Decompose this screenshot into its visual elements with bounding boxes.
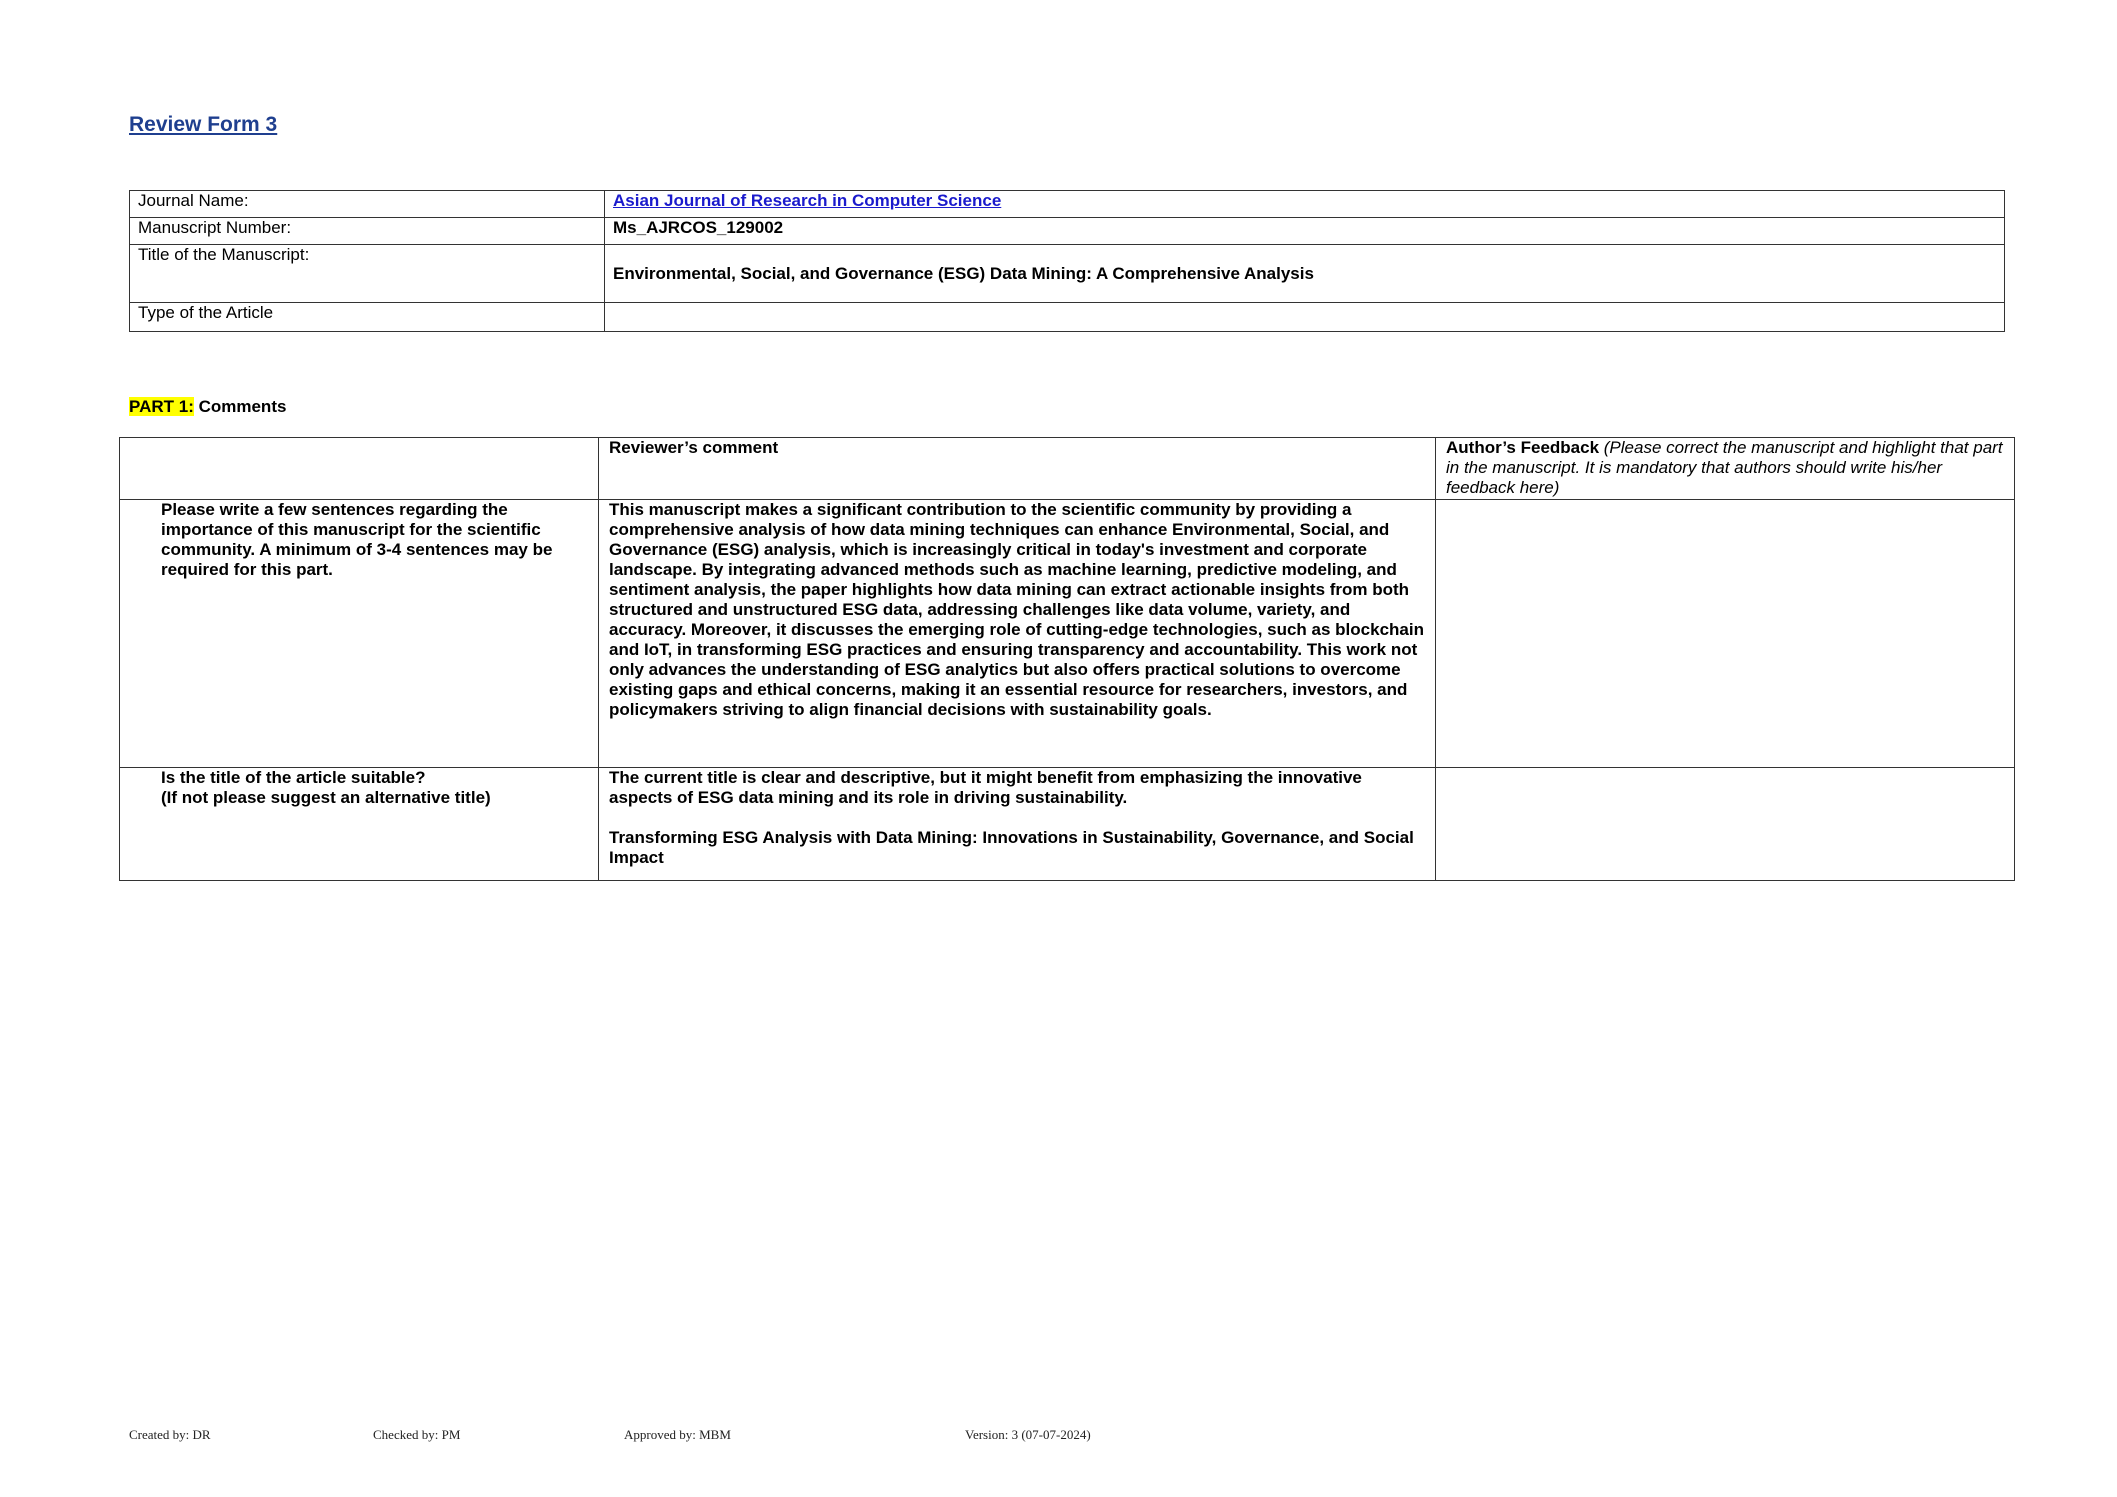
article-type-label: Type of the Article <box>130 303 605 332</box>
article-type-value[interactable] <box>605 303 2005 332</box>
header-reviewer-comment: Reviewer’s comment <box>599 438 1436 500</box>
manuscript-title-row <box>130 245 2005 303</box>
question-title: Is the title of the article suitable? <box>161 768 426 787</box>
footer-approved-by: Approved by: MBM <box>624 1427 731 1442</box>
author-feedback-title[interactable] <box>1436 768 2015 881</box>
manuscript-title-value: Environmental, Social, and Governance (ESG) Data Mining: A Comprehensive Analysis <box>605 245 2005 303</box>
question-importance: Please write a few sentences regarding the importance of this manuscript for the scientific community. A minimum of 3-4 sentences may be required for this part. <box>120 500 599 768</box>
question-title-cell <box>120 768 599 881</box>
header-author-feedback-note: (Please correct the manuscript and highlight that part in the manuscript. It is mandatory that authors should write his/her feedback here) <box>1446 438 2003 497</box>
comment-row-importance <box>120 500 2015 768</box>
part1-heading <box>129 397 286 417</box>
journal-value-cell <box>605 191 2005 218</box>
header-empty-cell <box>120 438 599 500</box>
footer-checked-by: Checked by: PM <box>373 1427 461 1442</box>
manuscript-title-label: Title of the Manuscript: <box>130 245 605 303</box>
reviewer-comment-title: The current title is clear and descriptive, but it might benefit from emphasizing the innovative aspects of ESG data mining and its role in driving sustainability. <box>609 768 1362 807</box>
author-feedback-importance[interactable] <box>1436 500 2015 768</box>
part1-label: PART 1: <box>129 397 194 416</box>
footer-version: Version: 3 (07-07-2024) <box>965 1427 1091 1442</box>
part1-heading-text: Comments <box>193 397 287 416</box>
header-author-feedback <box>1436 438 2015 500</box>
footer-created-by: Created by: DR <box>129 1427 211 1442</box>
manuscript-number-value: Ms_AJRCOS_129002 <box>605 218 2005 245</box>
comment-row-title <box>120 768 2015 881</box>
suggested-title: Transforming ESG Analysis with Data Mining: Innovations in Sustainability, Governance, and Social Impact <box>609 828 1414 867</box>
reviewer-comment-title-cell <box>599 768 1436 881</box>
form-title: Review Form 3 <box>129 113 278 136</box>
manuscript-info-table <box>129 190 2005 332</box>
manuscript-number-label: Manuscript Number: <box>130 218 605 245</box>
reviewer-comment-importance: This manuscript makes a significant contribution to the scientific community by providing a comprehensive analysis of how data mining techniques can enhance Environmental, Social, and Governance (ESG) analysis, which is increasingly critical in today's investment and corporate landscape. By integrating advanced methods such as machine learning, predictive modeling, and sentiment analysis, the paper highlights how data mining can extract actionable insights from both structured and unstructured ESG data, addressing challenges like data volume, variety, and accuracy. Moreover, it discusses the emerging role of cutting-edge technologies, such as blockchain and IoT, in transforming ESG practices and ensuring transparency and accountability. This work not only advances the understanding of ESG analytics but also offers practical solutions to overcome existing gaps and ethical concerns, making it an essential resource for researchers, investors, and policymakers striving to align financial decisions with sustainability goals. <box>599 500 1436 768</box>
journal-label: Journal Name: <box>130 191 605 218</box>
question-title-note: (If not please suggest an alternative title) <box>161 788 491 807</box>
comments-header-row <box>120 438 2015 500</box>
journal-row <box>130 191 2005 218</box>
header-author-feedback-label: Author’s Feedback <box>1446 438 1600 457</box>
article-type-row <box>130 303 2005 332</box>
manuscript-number-row <box>130 218 2005 245</box>
journal-link[interactable]: Asian Journal of Research in Computer Science <box>613 191 1002 210</box>
comments-table <box>119 437 2015 881</box>
